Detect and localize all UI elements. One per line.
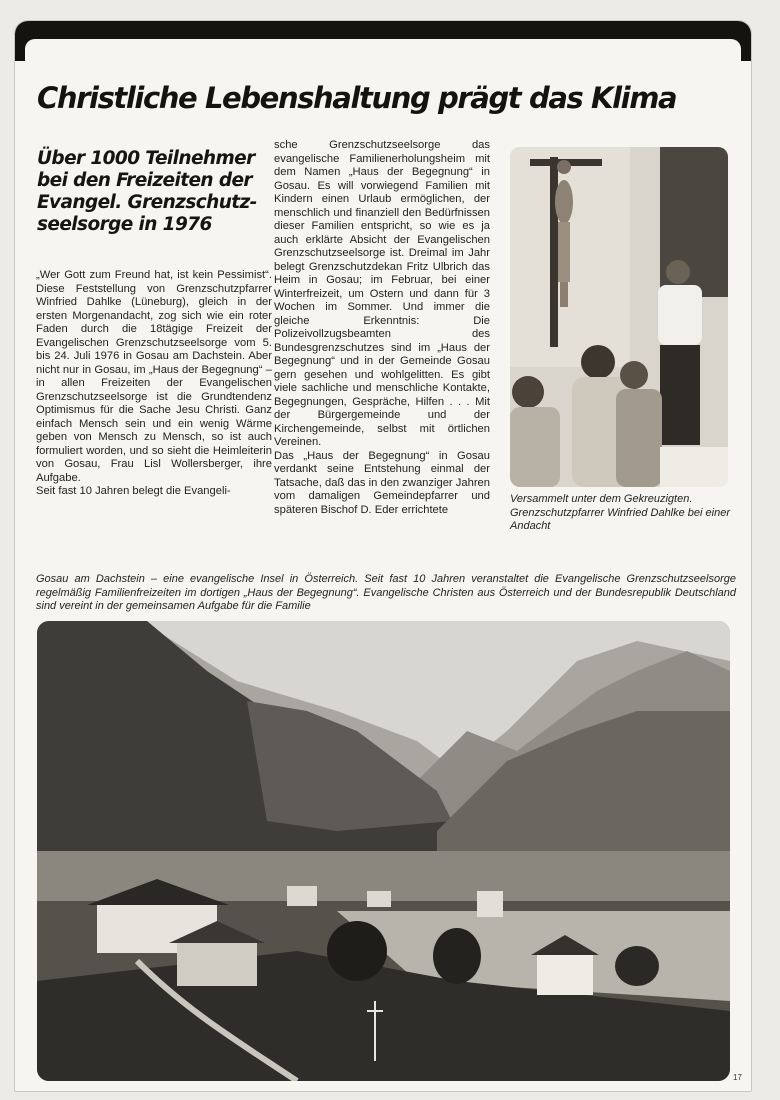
paragraph: sche Grenzschutzseelsorge das evangelische Familienerholungsheim mit dem Namen „Haus der Begegnung“ in Gosau. Es will vorwiegend Familien mit Kindern einen Urlaub ermöglichen, der menschlich und finanziell den Bedürfnissen dieser Familien entspricht, so wie es ja auch erklärte Absicht der Evangelischen Grenzschutzseelsorge ist. Dreimal im Jahr belegt Grenzschutzdekan Fritz Ulbrich das Heim in Gosau; im Februar, bei einer Winterfreizeit, um Ostern und dann für 3 Wochen im Sommer. Und immer die gleiche Erkenntnis: Die Polizeivollzugsbeamten des Bundesgrenzschutzes sind im „Haus der Begegnung“ und in der Gemeinde Gosau gern gesehen und wohlgelitten. Es gibt viele sachliche und menschliche Kontakte, Begegnungen, Gespräche, Hilfen . . . Mit der Bürgergemeinde und der Kirchengemeinde, selbst mit örtlichen Vereinen.: [274, 139, 490, 448]
article-column-1: [36, 269, 272, 499]
top-border-bar: [15, 21, 751, 61]
magazine-page: [14, 20, 752, 1092]
photo-devotion: [510, 147, 728, 487]
photo-caption-devotion: Versammelt unter dem Gekreuzigten. Grenzschutzpfarrer Winfried Dahlke bei einer Andacht: [510, 493, 730, 532]
subheadline: Über 1000 Teilnehmer bei den Freizeiten der Evangel. Grenzschutz-seelsorge in 1976: [37, 148, 257, 235]
paragraph: „Wer Gott zum Freund hat, ist kein Pessimist“. Diese Feststellung von Grenzschutzpfarrer Winfried Dahlke (Lüneburg), gleich in der ersten Morgenandacht, zog sich wie ein roter Faden durch die 18tägige Freizeit der Evangelischen Grenzschutzseelsorge vom 5. bis 24. Juli 1976 in Gosau am Dachstein. Aber nicht nur in Gosau, im „Haus der Begegnung“ – in allen Freizeiten der Evangelischen Grenzschutzseelsorge ist die Grundtendenz Optimismus für die Sache Jesu Christi. Ganz einfach Mensch sein und ein wenig Wärme geben von Mensch zu Mensch, so ist auch formuliert worden, und so sieht die Heimleiterin von Gosau, Frau Lisl Wollersberger, ihre Aufgabe.: [36, 269, 272, 484]
article-column-2: [274, 139, 490, 517]
photo-caption-landscape: Gosau am Dachstein – eine evangelische Insel in Österreich. Seit fast 10 Jahren veranstaltet die Evangelische Grenzschutzseelsorge regelmäßig Familienfreizeiten im dortigen „Haus der Begegnung“. Evangelische Christen aus Österreich und der Bundesrepublik Deutschland sind vereint in der gemeinsamen Aufgabe für die Familie: [36, 573, 736, 612]
photo-gosau-landscape: [37, 621, 730, 1081]
headline: Christliche Lebenshaltung prägt das Klima: [37, 81, 677, 115]
paragraph: Seit fast 10 Jahren belegt die Evangeli-: [36, 485, 231, 497]
page-number: 17: [733, 1073, 742, 1082]
paragraph: Das „Haus der Begegnung“ in Gosau verdankt seine Entstehung einmal der Tatsache, daß das in den zwanziger Jahren vom damaligen Gemeindepfarrer und späteren Bischof D. Eder errichtete: [274, 449, 490, 516]
